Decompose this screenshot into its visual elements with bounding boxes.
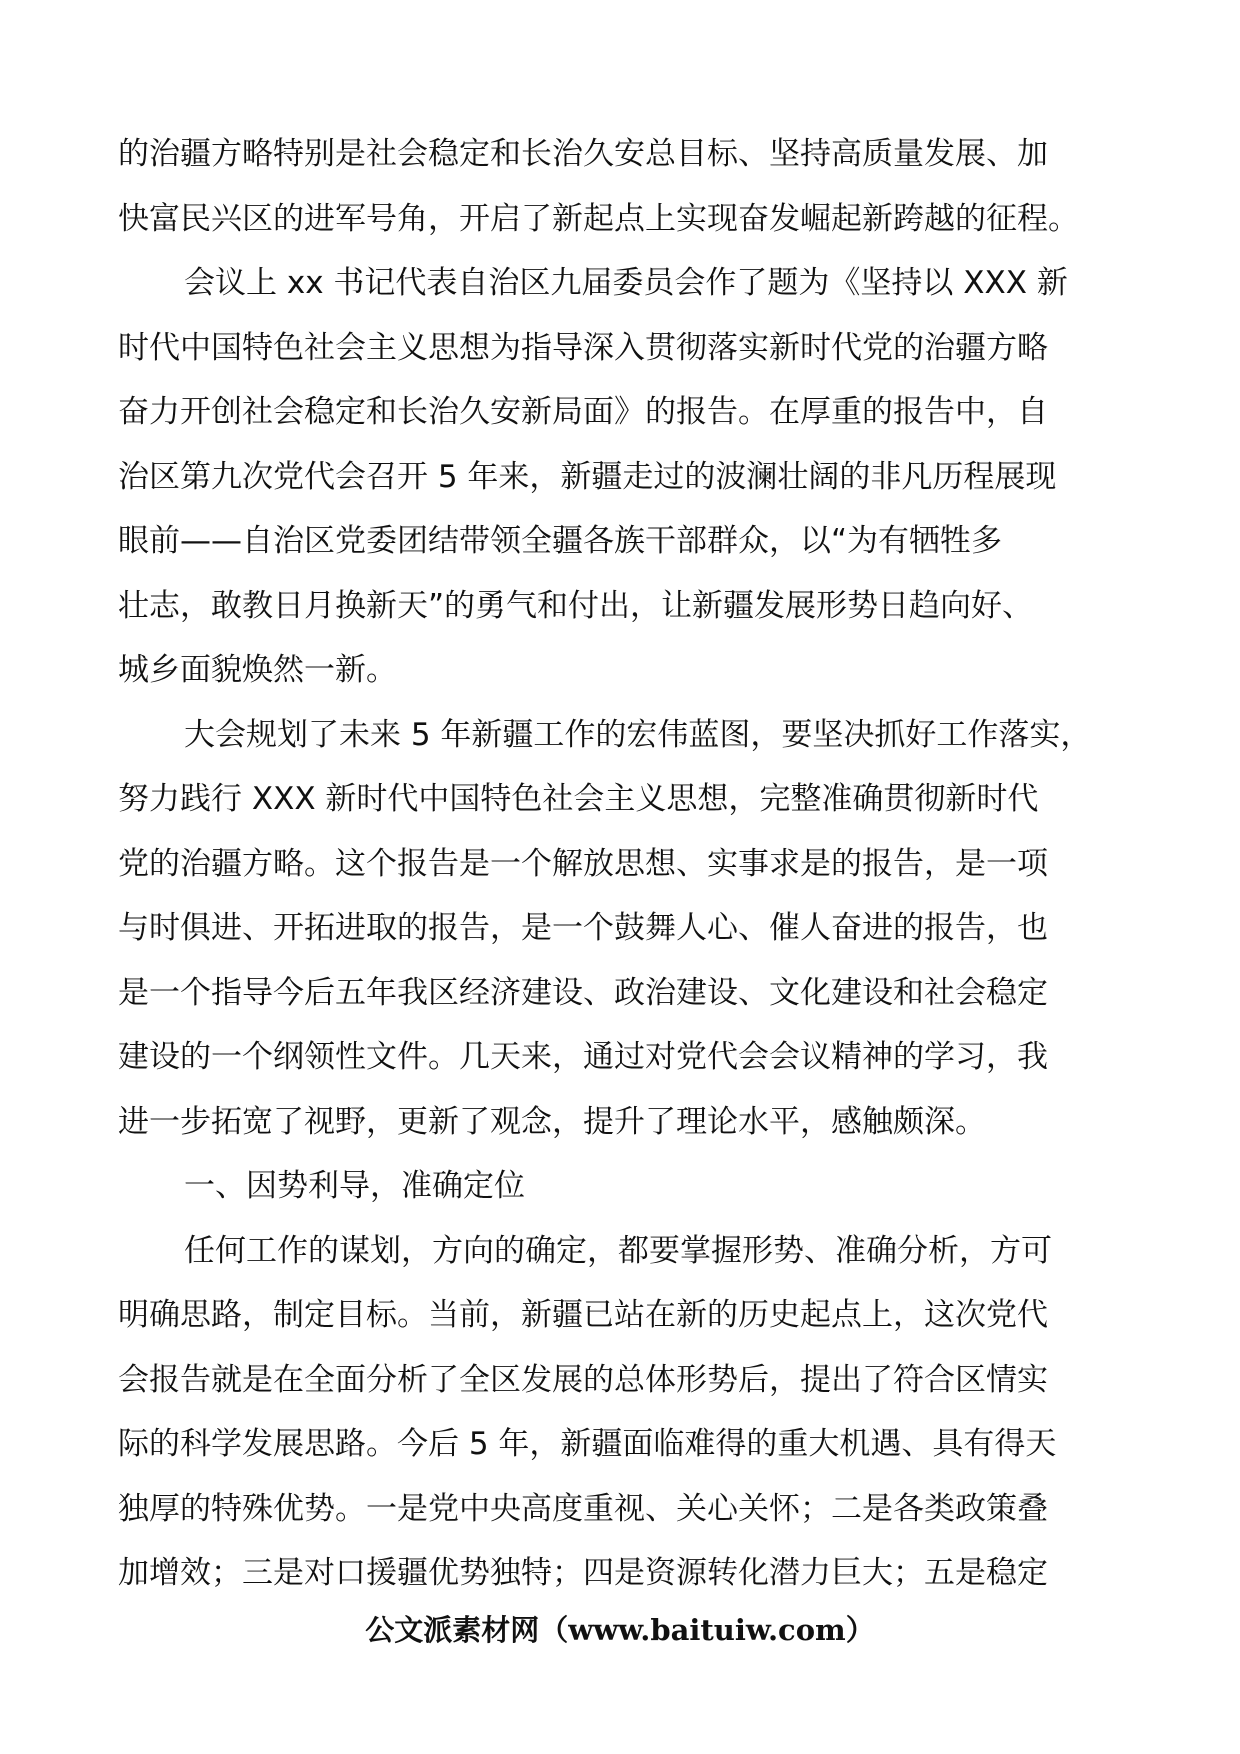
- text-line-4: 时代中国特色社会主义思想为指导深入贯彻落实新时代党的治疆方略: [118, 329, 1048, 366]
- text-line-16: 进一步拓宽了视野，更新了观念，提升了理论水平，感触颇深。: [118, 1103, 986, 1140]
- text-line-11: 努力践行 XXX 新时代中国特色社会主义思想，完整准确贯彻新时代: [118, 781, 1039, 817]
- text-line-2: 快富民兴区的进军号角，开启了新起点上实现奋发崛起新跨越的征程。: [118, 200, 1079, 237]
- text-line-7: 眼前——自治区党委团结带领全疆各族干部群众，以“为有牺牲多: [118, 523, 1003, 559]
- text-line-6: 治区第九次党代会召开 5 年来，新疆走过的波澜壮阔的非凡历程展现: [118, 458, 1057, 495]
- text-line-14: 是一个指导今后五年我区经济建设、政治建设、文化建设和社会稳定: [118, 974, 1048, 1011]
- text-line-5: 奋力开创社会稳定和长治久安新局面》的报告。在厚重的报告中，自: [118, 394, 1048, 430]
- footer-watermark-text: 公文派素材网（www.baituiw.com）: [365, 1613, 875, 1647]
- text-line-15: 建设的一个纲领性文件。几天来，通过对党代会会议精神的学习，我: [118, 1039, 1048, 1075]
- text-line-13: 与时俱进、开拓进取的报告，是一个鼓舞人心、催人奋进的报告，也: [118, 910, 1048, 946]
- text-line-18: 任何工作的谋划，方向的确定，都要掌握形势、准确分析，方可: [184, 1232, 1052, 1269]
- text-line-22: 独厚的特殊优势。一是党中央高度重视、关心关怀；二是各类政策叠: [118, 1490, 1048, 1527]
- document-body: [118, 122, 1128, 1606]
- text-line-8: 壮志，敢教日月换新天”的勇气和付出，让新疆发展形势日趋向好、: [118, 587, 1034, 624]
- text-line-1: 的治疆方略特别是社会稳定和长治久安总目标、坚持高质量发展、加: [118, 136, 1048, 172]
- text-line-12: 党的治疆方略。这个报告是一个解放思想、实事求是的报告，是一项: [118, 845, 1048, 882]
- text-line-3: 会议上 xx 书记代表自治区九届委员会作了题为《坚持以 XXX 新: [184, 265, 1068, 301]
- text-line-23: 加增效；三是对口援疆优势独特；四是资源转化潜力巨大；五是稳定: [118, 1555, 1048, 1591]
- section-heading: 一、因势利导，准确定位: [184, 1168, 525, 1204]
- text-line-20: 会报告就是在全面分析了全区发展的总体形势后，提出了符合区情实: [118, 1361, 1048, 1398]
- text-line-19: 明确思路，制定目标。当前，新疆已站在新的历史起点上，这次党代: [118, 1297, 1048, 1333]
- text-line-10: 大会规划了未来 5 年新疆工作的宏伟蓝图，要坚决抓好工作落实，: [184, 716, 1092, 753]
- text-line-21: 际的科学发展思路。今后 5 年，新疆面临难得的重大机遇、具有得天: [118, 1426, 1057, 1462]
- text-line-9: 城乡面貌焕然一新。: [118, 652, 397, 688]
